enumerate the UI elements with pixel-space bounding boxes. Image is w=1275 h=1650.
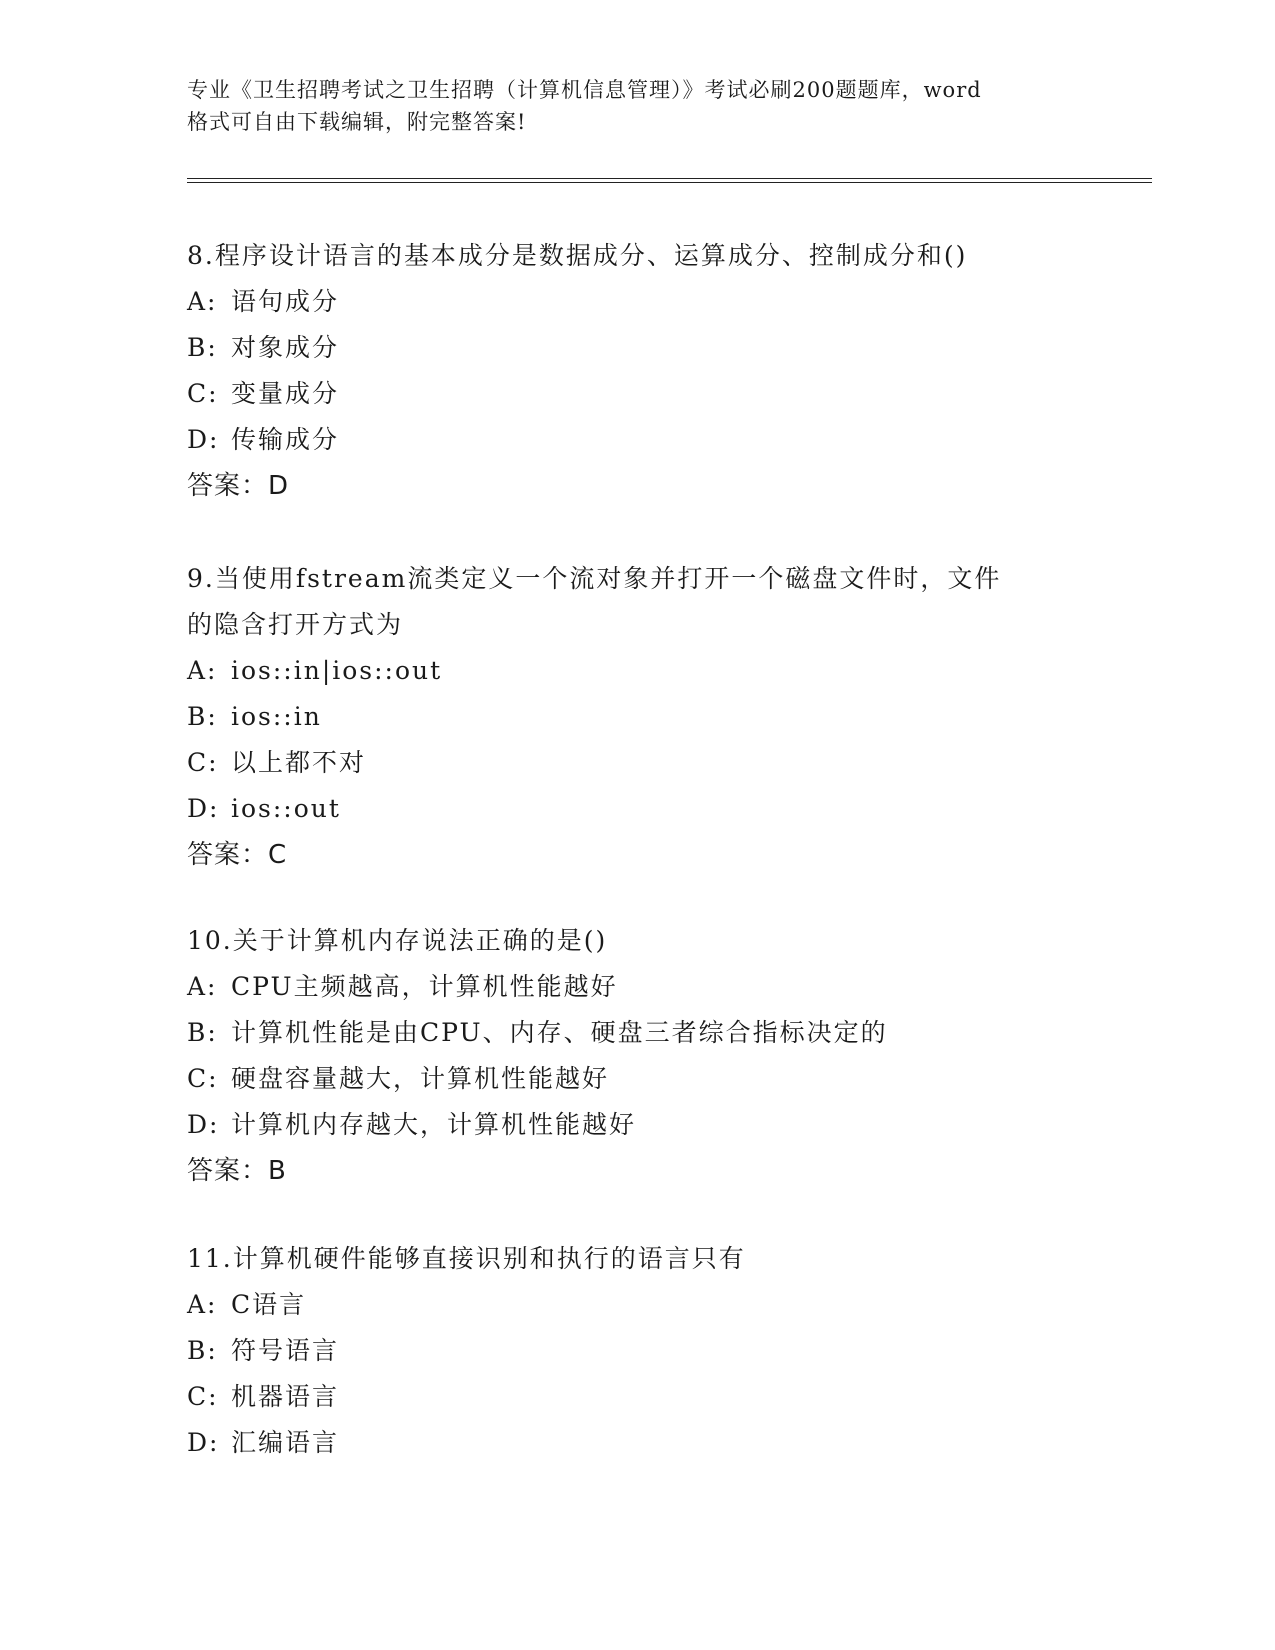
option-c bbox=[187, 1056, 1087, 1102]
option-text: 机器语言 bbox=[231, 1382, 340, 1411]
option-b bbox=[187, 1328, 1087, 1374]
question-text: 11.计算机硬件能够直接识别和执行的语言只有 bbox=[187, 1244, 746, 1273]
option-text: ios::out bbox=[231, 794, 341, 823]
option-text: 对象成分 bbox=[231, 333, 340, 362]
option-text: 计算机内存越大，计算机性能越好 bbox=[231, 1110, 637, 1139]
option-key: C: bbox=[187, 748, 219, 777]
option-key: B: bbox=[187, 702, 218, 731]
document-header bbox=[187, 74, 1117, 138]
option-c bbox=[187, 740, 1087, 786]
option-text: 符号语言 bbox=[231, 1336, 340, 1365]
option-key: C: bbox=[187, 1064, 219, 1093]
option-b bbox=[187, 325, 1087, 371]
option-key: A: bbox=[187, 656, 218, 685]
option-key: A: bbox=[187, 287, 218, 316]
option-a bbox=[187, 279, 1087, 325]
option-text: 汇编语言 bbox=[231, 1428, 340, 1457]
question-9 bbox=[187, 556, 1087, 878]
option-b bbox=[187, 1010, 1087, 1056]
option-a bbox=[187, 1282, 1087, 1328]
option-text: C语言 bbox=[231, 1290, 307, 1319]
option-d bbox=[187, 786, 1087, 832]
option-key: A: bbox=[187, 1290, 218, 1319]
option-key: B: bbox=[187, 333, 218, 362]
option-c bbox=[187, 1374, 1087, 1420]
question-11 bbox=[187, 1236, 1087, 1466]
answer-line: 答案：C bbox=[187, 840, 288, 870]
option-key: D: bbox=[187, 794, 220, 823]
option-text: 变量成分 bbox=[231, 379, 340, 408]
question-text: 8.程序设计语言的基本成分是数据成分、运算成分、控制成分和() bbox=[187, 241, 968, 270]
option-key: D: bbox=[187, 425, 220, 454]
question-10 bbox=[187, 918, 1087, 1194]
option-key: D: bbox=[187, 1428, 220, 1457]
question-text-continued: 的隐含打开方式为 bbox=[187, 610, 404, 639]
option-key: B: bbox=[187, 1336, 218, 1365]
option-text: 计算机性能是由CPU、内存、硬盘三者综合指标决定的 bbox=[231, 1018, 888, 1047]
option-text: CPU主频越高，计算机性能越好 bbox=[231, 972, 618, 1001]
option-key: C: bbox=[187, 379, 219, 408]
header-title-line-2: 格式可自由下载编辑，附完整答案! bbox=[187, 110, 527, 134]
question-8 bbox=[187, 233, 1087, 509]
answer-line: 答案：B bbox=[187, 1156, 287, 1186]
option-text: 语句成分 bbox=[231, 287, 340, 316]
option-key: A: bbox=[187, 972, 218, 1001]
option-key: D: bbox=[187, 1110, 220, 1139]
header-title-line-1: 专业《卫生招聘考试之卫生招聘（计算机信息管理）》考试必刷200题题库，word bbox=[187, 78, 982, 102]
question-text: 9.当使用fstream流类定义一个流对象并打开一个磁盘文件时，文件 bbox=[187, 564, 1002, 593]
option-d bbox=[187, 1420, 1087, 1466]
option-d bbox=[187, 1102, 1087, 1148]
option-text: 传输成分 bbox=[231, 425, 340, 454]
option-text: ios::in|ios::out bbox=[231, 656, 443, 685]
option-key: C: bbox=[187, 1382, 219, 1411]
option-c bbox=[187, 371, 1087, 417]
question-text: 10.关于计算机内存说法正确的是() bbox=[187, 926, 608, 955]
option-a bbox=[187, 964, 1087, 1010]
option-key: B: bbox=[187, 1018, 218, 1047]
option-text: ios::in bbox=[231, 702, 322, 731]
header-divider-top bbox=[187, 178, 1152, 179]
option-a bbox=[187, 648, 1087, 694]
header-divider-bottom bbox=[187, 182, 1152, 183]
option-text: 硬盘容量越大，计算机性能越好 bbox=[231, 1064, 610, 1093]
option-text: 以上都不对 bbox=[231, 748, 367, 777]
answer-line: 答案：D bbox=[187, 471, 290, 501]
option-d bbox=[187, 417, 1087, 463]
option-b bbox=[187, 694, 1087, 740]
